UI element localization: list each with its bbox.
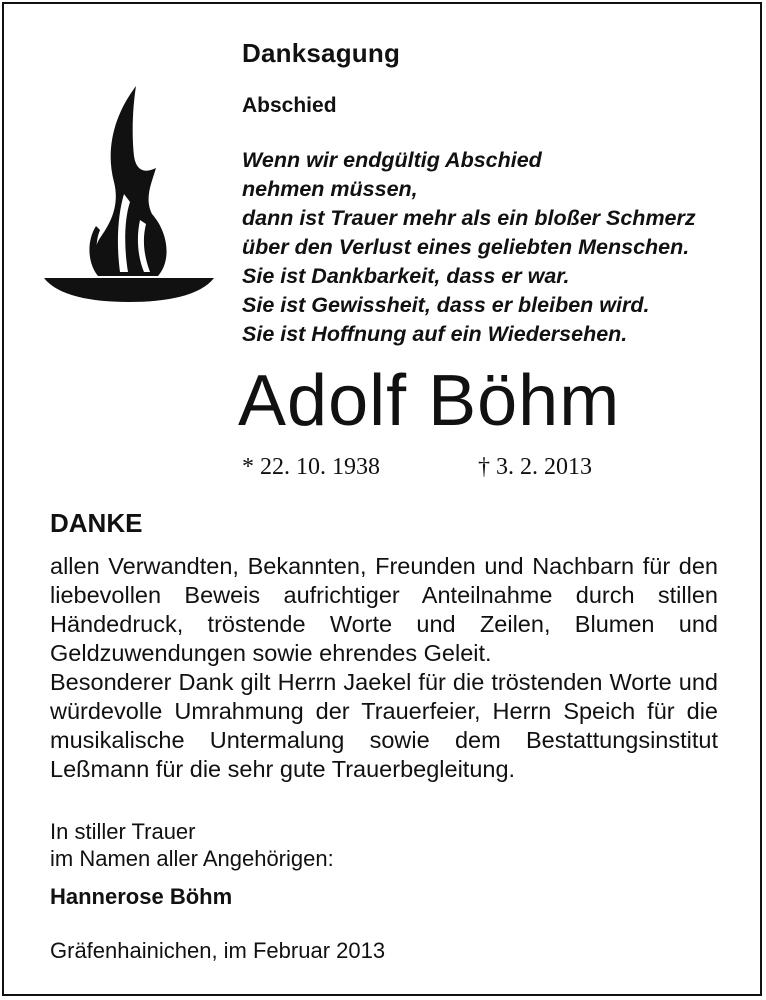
poem-line: Sie ist Hoffnung auf ein Wiedersehen. bbox=[242, 322, 628, 346]
signer-name: Hannerose Böhm bbox=[50, 884, 233, 909]
poem-line: über den Verlust eines geliebten Menschen. bbox=[242, 235, 690, 259]
closing-line: im Namen aller Angehörigen: bbox=[50, 846, 334, 871]
closing-text bbox=[50, 818, 334, 872]
thanks-paragraph: allen Verwandten, Bekannten, Freunden und Nachbarn für den liebevollen Beweis aufrichtiger Anteilnahme durch stillen Händedruck, tröstende Worte und Zeilen, Blumen und Geldzuwendungen sowie ehrendes Geleit. bbox=[50, 553, 718, 666]
death-date: † 3. 2. 2013 bbox=[478, 454, 592, 480]
place-date: Gräfenhainichen, im Februar 2013 bbox=[50, 938, 386, 963]
notice-heading: Danksagung bbox=[242, 38, 401, 68]
thanks-text bbox=[50, 552, 718, 784]
thanks-paragraph: Besonderer Dank gilt Herrn Jaekel für die tröstenden Worte und würdevolle Umrahmung der Trauerfeier, Herrn Speich für die musikalische Untermalung sowie dem Bestattungsinstitut Leßmann für die sehr gute Trauerbegleitung. bbox=[50, 669, 718, 782]
deceased-name: Adolf Böhm bbox=[238, 361, 621, 441]
poem-line: Sie ist Gewissheit, dass er bleiben wird. bbox=[242, 293, 650, 317]
poem-title: Abschied bbox=[242, 94, 337, 117]
birth-date: * 22. 10. 1938 bbox=[242, 454, 380, 480]
life-dates bbox=[242, 454, 592, 481]
poem-line: dann ist Trauer mehr als ein bloßer Schmerz bbox=[242, 206, 696, 230]
poem-line: Wenn wir endgültig Abschied bbox=[242, 148, 542, 172]
poem bbox=[242, 146, 696, 349]
poem-line: nehmen müssen, bbox=[242, 177, 418, 201]
thanks-heading: DANKE bbox=[50, 508, 143, 538]
closing-line: In stiller Trauer bbox=[50, 819, 196, 844]
flame-bowl-icon bbox=[40, 82, 218, 304]
poem-line: Sie ist Dankbarkeit, dass er war. bbox=[242, 264, 570, 288]
